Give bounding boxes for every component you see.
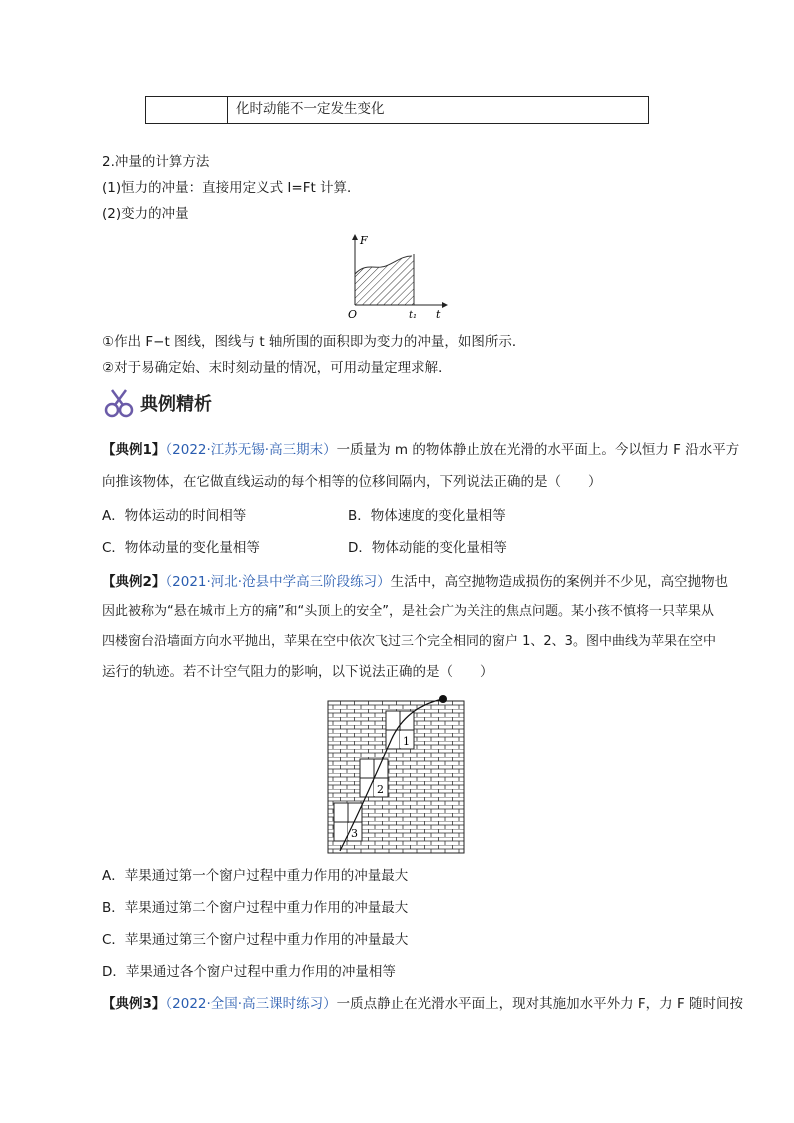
table-fragment [145,96,649,124]
example1-option-b: B．物体速度的变化量相等 [348,508,506,524]
example3-line1 [102,994,743,1014]
example2-line1 [102,572,728,592]
example2-line2: 因此被称为“悬在城市上方的痛”和“头顶上的安全”，是社会广为关注的焦点问题。某小孩不慎将一只苹果从 [102,604,714,619]
t1-label: t₁ [409,310,418,321]
example1-tag: 【典例1】 [102,442,166,458]
brick-wall-figure [326,693,468,855]
example1-option-a: A．物体运动的时间相等 [102,508,247,524]
example2-source: （2021·河北·沧县中学高三阶段练习） [165,574,391,590]
t-axis-label: t [436,308,441,321]
example1-source: （2022·江苏无锡·高三期末） [165,442,337,458]
section-title: 典例精析 [140,394,212,415]
method-line-variable-force: (2)变力的冲量 [102,206,189,222]
force-time-graph [338,230,458,322]
example3-tag: 【典例3】 [102,996,166,1012]
window-1-label: 1 [403,735,410,748]
example3-source: （2022·全国·高三课时练习） [165,996,337,1012]
apple-dot [439,695,447,703]
example1-option-c: C．物体动量的变化量相等 [102,540,260,556]
example2-option-b: B．苹果通过第二个窗户过程中重力作用的冲量最大 [102,900,409,916]
section-header [102,386,212,420]
t-axis-arrow [442,302,448,308]
f-axis-label: F [360,234,368,247]
example2-option-d: D．苹果通过各个窗户过程中重力作用的冲量相等 [102,964,396,980]
example2-line4: 运行的轨迹。若不计空气阻力的影响，以下说法正确的是（ ） [102,664,494,680]
scissors-icon [102,386,136,420]
note-graph-method: ①作出 F−t 图线，图线与 t 轴所围的面积即为变力的冲量，如图所示． [102,334,526,350]
example2-tag: 【典例2】 [102,574,166,590]
window-2-label: 2 [377,783,384,796]
origin-label: O [348,308,358,321]
table-cell-text: 化时动能不一定发生变化 [236,101,385,117]
example1-option-d: D．物体动能的变化量相等 [348,540,507,556]
example3-text1: 一质点静止在光滑水平面上，现对其施加水平外力 F，力 F 随时间按 [336,996,744,1012]
example1-line2: 向推该物体，在它做直线运动的每个相等的位移间隔内，下列说法正确的是（ ） [102,474,602,490]
table-cell-empty [146,97,228,123]
example1-text1: 一质量为 m 的物体静止放在光滑的水平面上。今以恒力 F 沿水平方 [336,442,740,458]
method-heading: 2.冲量的计算方法 [102,154,210,170]
f-axis-arrow [352,234,358,240]
note-momentum-theorem: ②对于易确定始、末时刻动量的情况，可用动量定理求解． [102,360,452,376]
window-3-label: 3 [351,827,358,840]
example2-option-a: A．苹果通过第一个窗户过程中重力作用的冲量最大 [102,868,409,884]
example2-text1: 生活中，高空抛物造成损伤的案例并不少见，高空抛物也 [390,574,729,590]
example2-option-c: C．苹果通过第三个窗户过程中重力作用的冲量最大 [102,932,409,948]
example1-line1 [102,440,739,460]
method-line-constant-force: (1)恒力的冲量：直接用定义式 I=Ft 计算． [102,180,361,196]
example2-line3: 四楼窗台沿墙面方向水平抛出，苹果在空中依次飞过三个完全相同的窗户 1、2、3。图中曲线为苹果在空中 [102,634,716,649]
impulse-area [355,254,414,305]
